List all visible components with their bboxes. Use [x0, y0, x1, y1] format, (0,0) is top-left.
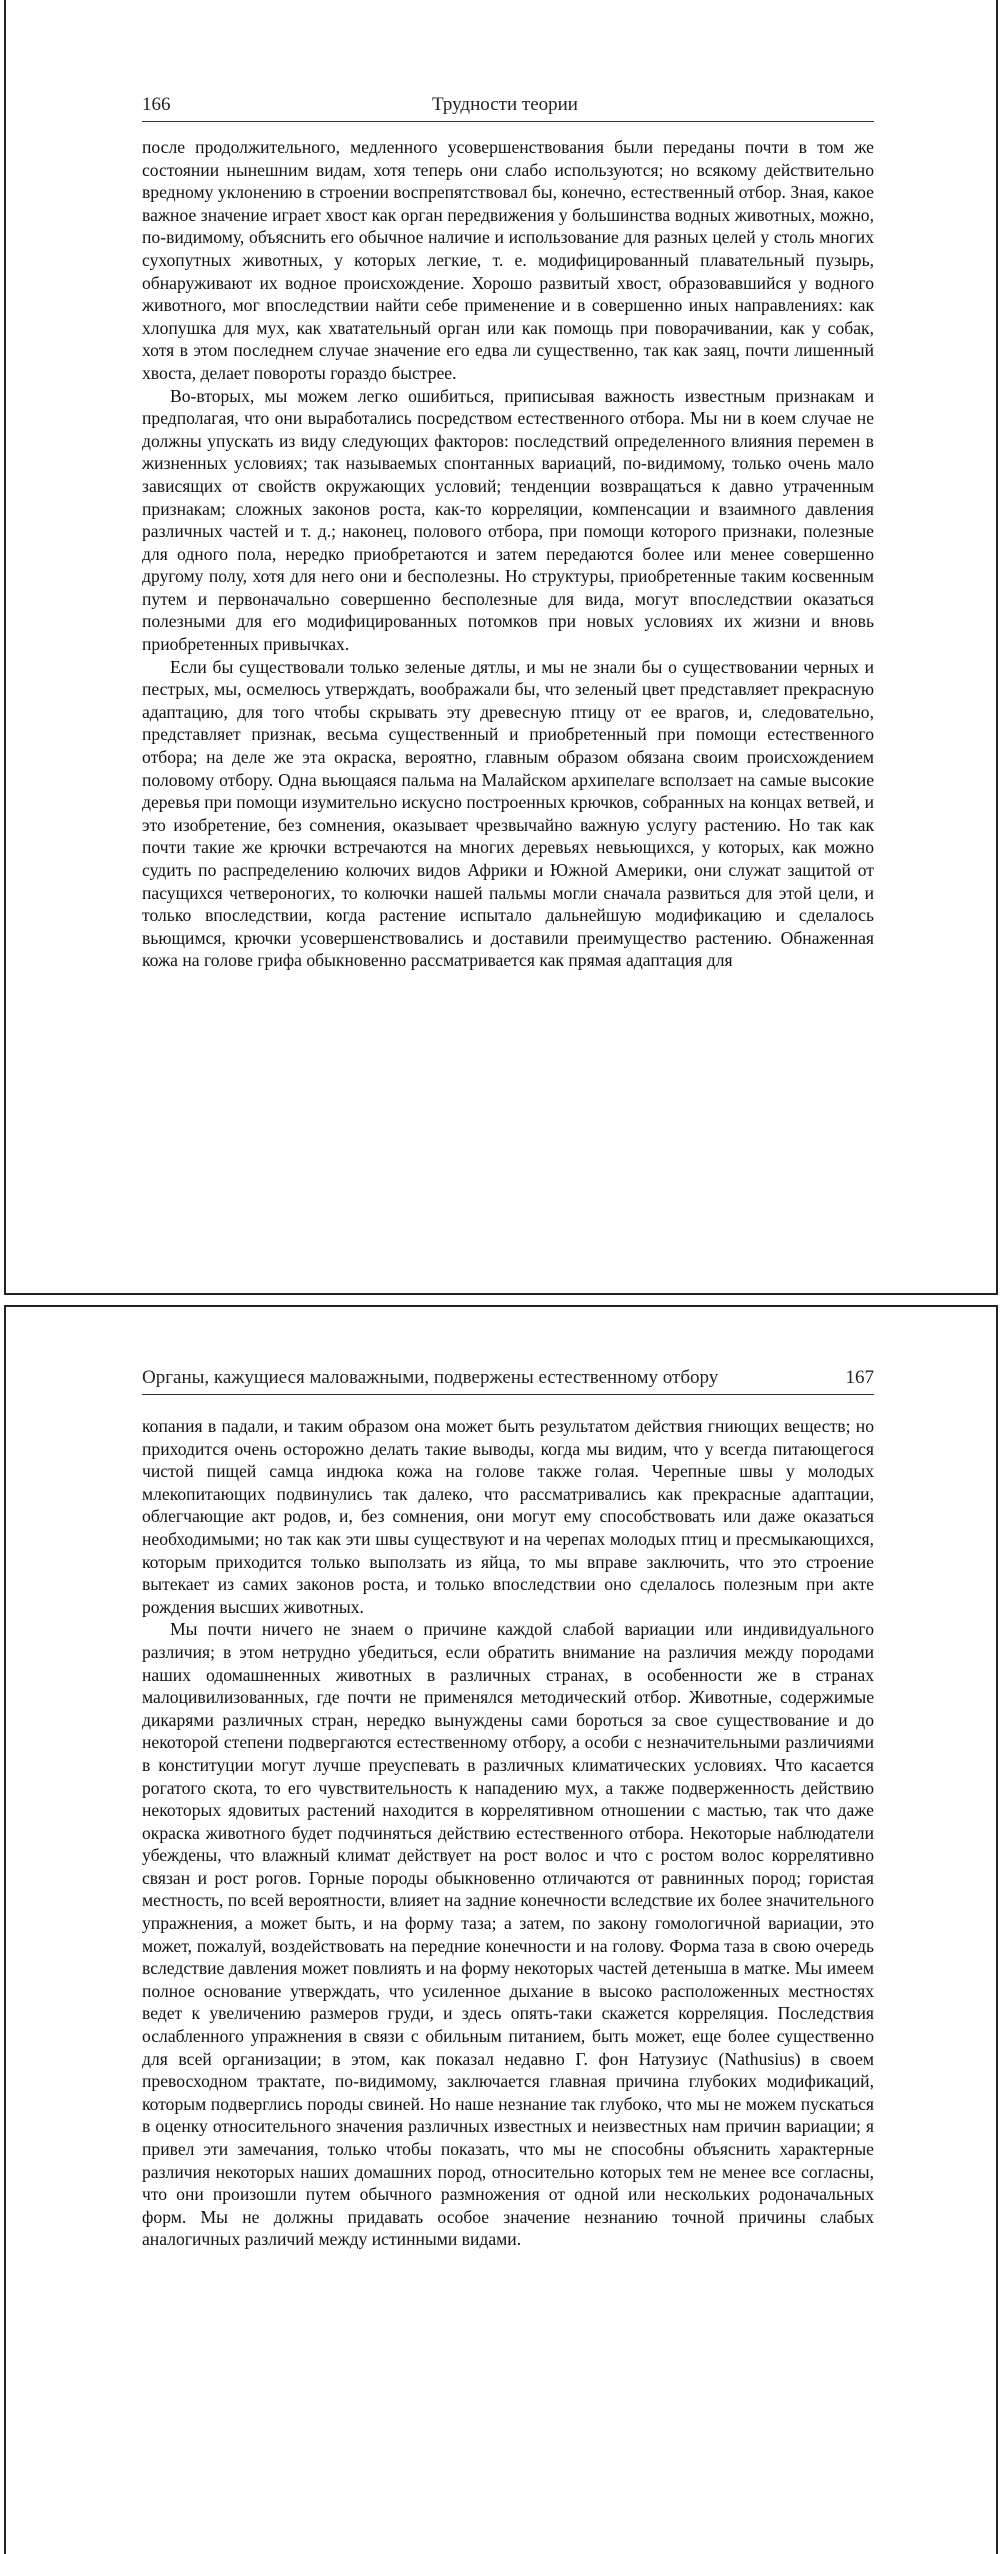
body-text [142, 1415, 874, 2251]
running-header [142, 1367, 874, 1393]
header-rule [142, 121, 874, 122]
running-title: Трудности теории [432, 94, 578, 115]
running-title: Органы, кажущиеся маловажными, подвержены естественному отбору [142, 1367, 719, 1388]
body-text [142, 136, 874, 972]
paragraph: Во-вторых, мы можем легко ошибиться, приписывая важность известным признакам и предполагая, что они выработались посредством естественного отбора. Мы ни в коем случае не должны упускать из виду следующих факторов: последствий определенного влияния перемен в жизненных условиях; так называемых спонтанных вариаций, по-видимому, только очень мало зависящих от свойств окружающих условий; тенденции возвращаться к давно утраченным признакам; сложных законов роста, как-то корреляции, компенсации и взаимного давления различных частей и т. д.; наконец, полового отбора, при помощи которого признаки, полезные для одного пола, нередко приобретаются и затем передаются более или менее совершенно другому полу, хотя для него они и бесполезны. Но структуры, приобретенные таким косвенным путем и первоначально совершенно бесполезные для вида, могут впоследствии оказаться полезными для его модифицированных потомков при новых условиях их жизни и вновь приобретенных привычках. [142, 385, 874, 655]
paragraph: Мы почти ничего не знаем о причине каждой слабой вариации или индивидуального различия; в этом нетрудно убедиться, если обратить внимание на различия между породами наших одомашненных животных в различных странах, в особенности же в странах малоцивилизованных, где почти не применялся методический отбор. Животные, содержимые дикарями различных стран, нередко вынуждены сами бороться за свое существование и до некоторой степени подвергаются естественному отбору, а особи с незначительными различиями в конституции могут лучше преуспевать в различных климатических условиях. Что касается рогатого скота, то его чувствительность к нападению мух, а также подверженность действию некоторых ядовитых растений находится в коррелятивном отношении с мастью, так что даже окраска животного будет подчиняться действию естественного отбора. Некоторые наблюдатели убеждены, что влажный климат действует на рост волос и что с ростом волос коррелятивно связан и рост рогов. Горные породы обыкновенно отличаются от равнинных пород; гористая местность, по всей вероятности, влияет на задние конечности вследствие их более значительного упражнения, а может быть, и на форму таза; а затем, по закону гомологичной вариации, это может, пожалуй, воздействовать на передние конечности и на голову. Форма таза в свою очередь вследствие давления может повлиять и на форму некоторых частей детеныша в матке. Мы имеем полное основание утверждать, что усиленное дыхание в высоко расположенных местностях ведет к увеличению размеров груди, и здесь опять-таки скажется корреляция. Последствия ослабленного упражнения в связи с обильным питанием, быть может, еще более существенно для всей организации; в этом, как показал недавно Г. фон Натузиус (Nathusius) в своем превосходном трактате, по-видимому, заключается главная причина глубоких модификаций, которым подверглись породы свиней. Но наше незнание так глубоко, что мы не можем пускаться в оценку относительного значения различных известных и неизвестных нам причин вариации; я привел эти замечания, только чтобы показать, что мы не способны объяснить характерные различия некоторых наших домашних пород, относительно которых тем не менее все согласны, что они произошли путем обычного размножения от одной или нескольких родоначальных форм. Мы не должны придавать особое значение незнанию точной причины слабых аналогичных различий между истинными видами. [142, 1619, 874, 2250]
header-rule [142, 1394, 874, 1395]
page-number: 166 [142, 94, 171, 115]
page-166 [4, 0, 998, 1295]
paragraph: копания в падали, и таким образом она может быть результатом действия гниющих веществ; но приходится очень осторожно делать такие выводы, когда мы видим, что у всегда питающегося чистой пищей самца индюка кожа на голове также голая. Черепные швы у молодых млекопитающих подвинулись так далеко, что рассматривались как прекрасные адаптации, облегчающие акт родов, и, без сомнения, они могут ему способствовать или даже оказаться необходимыми; но так как эти швы существуют и на черепах молодых птиц и пресмыкающихся, которым приходится только выползать из яйца, то мы вправе заключить, что это строение вытекает из самих законов роста, и только впоследствии оно сделалось полезным при акте рождения высших животных. [142, 1416, 874, 1617]
page-number: 167 [845, 1367, 874, 1388]
paragraph: Если бы существовали только зеленые дятлы, и мы не знали бы о существовании черных и пестрых, мы, осмелюсь утверждать, воображали бы, что зеленый цвет представляет прекрасную адаптацию, для того чтобы скрывать эту древесную птицу от ее врагов, и, следовательно, представляет признак, весьма существенный и приобретенный при помощи естественного отбора; на деле же эта окраска, вероятно, главным образом обязана своим происхождением половому отбору. Одна вьющаяся пальма на Малайском архипелаге всползает на самые высокие деревья при помощи изумительно искусно построенных крючков, собранных на концах ветвей, и это изобретение, без сомнения, оказывает чрезвычайно важную услугу растению. Но так как почти такие же крючки встречаются на многих деревьях невьющихся, у которых, как можно судить по распределению колючих видов Африки и Южной Америки, они служат защитой от пасущихся четвероногих, то колючки нашей пальмы могли сначала развиться для этой цели, и только впоследствии, когда растение испытало дальнейшую модификацию и сделалось вьющимся, крючки усовершенствовались и доставили преимущество растению. Обнаженная кожа на голове грифа обыкновенно рассматривается как прямая адаптация для [142, 656, 874, 971]
paragraph: после продолжительного, медленного усовершенствования были переданы почти в том же состоянии нынешним видам, хотя теперь они слабо используются; но всякому действительно вредному уклонению в строении воспрепятствовал бы, конечно, естественный отбор. Зная, какое важное значение играет хвост как орган передвижения у большинства водных животных, можно, по-видимому, объяснить его обычное наличие и использование для разных целей у столь многих сухопутных животных, у которых легкие, т. е. модифицированный плавательный пузырь, обнаруживают их водное происхождение. Хорошо развитый хвост, образовавшийся у водного животного, мог впоследствии найти себе применение и в совершенно иных направлениях: как хлопушка для мух, как хватательный орган или как помощь при поворачивании, как у собак, хотя в этом последнем случае значение его едва ли существенно, так как заяц, почти лишенный хвоста, делает повороты гораздо быстрее. [142, 137, 874, 383]
running-header [142, 94, 874, 120]
page-167 [4, 1305, 998, 2554]
page-gap [0, 1295, 1002, 1305]
